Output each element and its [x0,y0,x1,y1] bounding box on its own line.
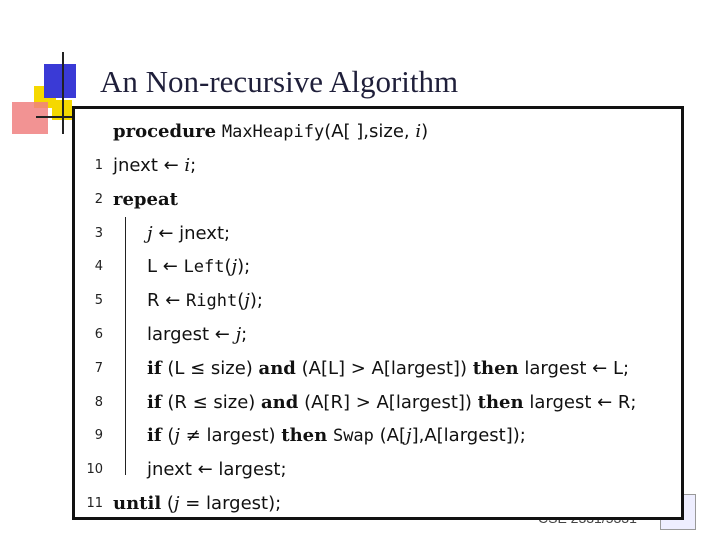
code-token: jnext ← [113,155,185,176]
line-number: 5 [94,293,103,309]
line-code [147,223,230,244]
code-token: if [147,425,162,447]
code-token: (L ≤ size) [161,357,259,379]
code-token: ; [241,324,248,345]
code-token: (A[L] > A[largest]) [295,357,473,379]
line-number: 7 [94,360,103,376]
procedure-name: MaxHeapify [221,122,325,142]
code-token: j [406,425,412,447]
line-code [113,155,196,176]
line-number: 11 [86,496,103,511]
line-number: 4 [94,259,103,275]
code-token: Right [186,291,238,312]
code-token: ( [237,290,245,312]
code-token: (R ≤ size) [161,391,262,413]
algorithm-line-3 [75,223,681,257]
code-token: j [147,222,153,244]
line-number: 8 [94,394,103,410]
line-number: 2 [94,191,103,207]
code-token: ],A[largest]); [411,425,526,447]
line-code [147,256,250,277]
code-token: then [472,357,519,379]
code-token: R ← [147,290,187,312]
line-number: 3 [94,225,103,241]
code-token: i [184,155,191,176]
code-token: ← jnext; [152,222,231,244]
code-token: if [147,357,162,379]
algorithm-line-9 [75,425,681,459]
algorithm-line-6 [75,324,681,358]
code-token: ; [190,155,197,176]
code-token: until [113,493,162,514]
algorithm-line-7 [75,358,681,392]
code-token: L ← [147,256,184,278]
line-number: 1 [94,158,103,173]
code-token: jnext ← largest; [147,459,287,481]
code-token: ); [237,256,251,278]
algorithm-line-4 [75,256,681,290]
line-code [147,459,287,480]
code-token: ( [161,493,174,514]
algorithm-line-5 [75,290,681,324]
code-token: j [244,290,250,312]
code-token: Left [183,257,225,278]
line-number: 10 [86,462,103,478]
algorithm-header [75,121,681,155]
code-token: if [147,391,162,413]
algorithm-line-2 [75,189,681,223]
algorithm-line-10 [75,459,681,493]
code-token: largest ← R; [523,391,637,413]
code-token: (A[ [373,425,406,447]
code-token: then [477,391,524,413]
code-token: and [261,391,299,413]
slide-title: An Non-recursive Algorithm [100,64,459,99]
code-token: Swap [332,426,374,447]
procedure-param-i: i [415,121,422,142]
code-token: j [235,324,242,345]
code-token: ); [249,290,263,312]
line-code [147,358,629,379]
decor-vertical-line [62,52,64,134]
code-token: j [173,493,180,514]
code-token: and [258,357,296,379]
code-token: j [231,256,238,278]
code-token: ≠ largest) [179,425,282,447]
line-code [113,189,178,210]
code-token: = largest); [179,493,282,514]
algorithm-line-1 [75,155,681,189]
code-token: ( [161,425,175,447]
line-code [147,324,247,345]
decor-square-red [12,102,48,134]
line-code [147,392,636,413]
code-token: j [174,425,180,447]
algorithm-line-8 [75,392,681,426]
code-token: repeat [113,188,178,210]
procedure-params: (A[ ],size, [324,121,416,142]
algorithm-box [72,106,684,520]
line-number: 9 [94,428,103,444]
line-code [147,290,263,311]
line-code [147,425,526,446]
procedure-keyword: procedure [113,121,217,142]
code-token: (A[R] > A[largest]) [298,391,478,413]
code-token: then [281,425,328,447]
decor-square-blue [44,64,76,98]
code-token: ( [224,256,232,278]
procedure-params-close: ) [421,121,429,142]
line-number: 6 [94,327,103,342]
line-code [113,493,281,514]
code-token: largest ← L; [518,357,630,379]
code-token: largest ← [147,324,236,345]
algorithm-line-11 [75,493,681,520]
